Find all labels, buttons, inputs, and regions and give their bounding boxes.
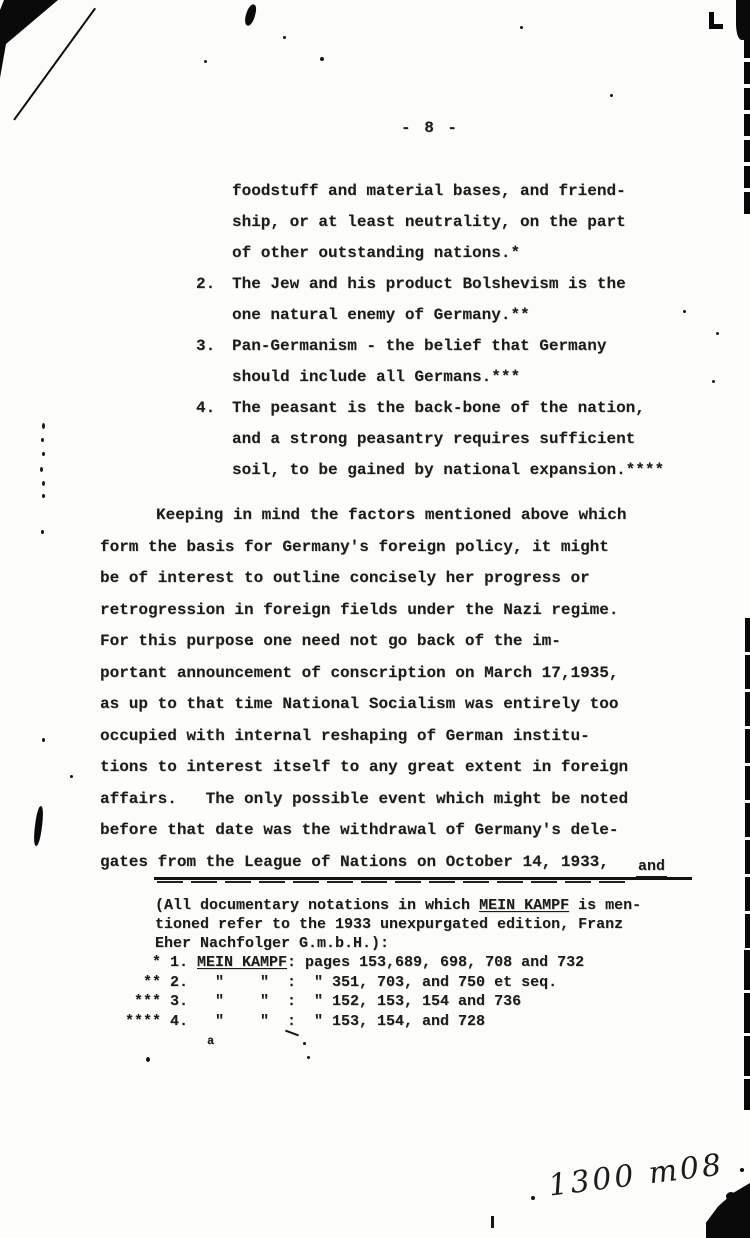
- text-line: before that date was the withdrawal of Germany's dele-: [100, 821, 619, 839]
- ditto-marks: " ": [197, 973, 288, 991]
- catchword: and: [636, 858, 667, 878]
- scan-speck: [42, 738, 45, 742]
- text-line: foodstuff and material bases, and friend-: [232, 182, 626, 200]
- footnote-separator-shadow: [157, 881, 627, 883]
- scan-speck: [716, 332, 719, 335]
- page-number: - 8 -: [401, 119, 460, 137]
- ditto-marks: " ": [197, 993, 288, 1010]
- text-line: ship, or at least neutrality, on the part: [232, 213, 626, 231]
- text-line: and a strong peasantry requires sufficient: [232, 430, 636, 448]
- footnote-intro: [155, 896, 685, 953]
- scan-speck: [204, 60, 207, 63]
- scan-speck: [42, 481, 45, 486]
- text-line: tions to interest itself to any great extent in foreign: [100, 758, 629, 776]
- text-line: [196, 393, 676, 424]
- text-line: [196, 331, 676, 362]
- footnote-marker: ***: [133, 993, 161, 1010]
- numbered-list: [196, 176, 676, 486]
- scan-speck: [712, 380, 715, 383]
- scan-bottom-right-blob: [706, 1183, 750, 1238]
- scan-ink-blob: [243, 3, 257, 27]
- book-title: MEIN KAMPF: [479, 897, 570, 914]
- scan-top-right-mark: [709, 24, 723, 29]
- list-item-number: 4.: [196, 399, 216, 417]
- list-item-number: 2.: [196, 275, 216, 293]
- footnote-marker: ****: [124, 1012, 161, 1030]
- text-line: one natural enemy of Germany.**: [232, 306, 530, 324]
- footnote-row: [105, 953, 584, 973]
- text-line: be of interest to outline concisely her progress or: [100, 569, 590, 587]
- scan-speck: [531, 1196, 535, 1200]
- scan-speck: [726, 1192, 736, 1201]
- scan-right-edge-strip: [744, 950, 750, 1110]
- book-title: MEIN KAMPF: [197, 954, 288, 971]
- text-line: portant announcement of conscription on March 17,1935,: [100, 663, 619, 682]
- stray-character: a: [207, 1034, 215, 1048]
- text-line: affairs. The only possible event which might be noted: [100, 789, 629, 808]
- footnote-number: 2.: [161, 973, 198, 991]
- body-paragraph: [100, 500, 685, 878]
- scan-speck: [42, 452, 45, 456]
- list-item-number: 3.: [196, 337, 216, 355]
- list-item-text: The Jew and his product Bolshevism is the: [232, 275, 626, 293]
- footnote-text: is men-: [569, 897, 642, 914]
- text-line: [196, 269, 676, 300]
- text-line: soil, to be gained by national expansion.****: [232, 461, 665, 479]
- scan-speck: [740, 1168, 744, 1172]
- scan-speck: [283, 36, 286, 39]
- scan-speck: [41, 438, 44, 442]
- text-line: should include all Germans.***: [232, 368, 521, 386]
- footnote-separator: [154, 877, 692, 880]
- scan-right-edge-strip: [744, 36, 750, 216]
- list-item-text: The peasant is the back-bone of the nation,: [232, 399, 645, 417]
- scan-speck: [610, 94, 613, 97]
- scan-speck: [320, 57, 324, 61]
- footnote-pages: : pages 153,689, 698, 708 and 732: [287, 954, 585, 971]
- footnote-row: [105, 973, 584, 993]
- scan-speck: [42, 423, 45, 429]
- ditto-marks: " ": [197, 1012, 288, 1030]
- scan-speck: [307, 1056, 310, 1059]
- scan-speck: [683, 310, 686, 313]
- scan-speck: [41, 530, 44, 534]
- footnote-row: [105, 992, 584, 1012]
- footnote-text: (All documentary notations in which: [155, 897, 480, 914]
- scan-speck: [42, 494, 45, 498]
- text-line: of other outstanding nations.*: [232, 244, 521, 262]
- scan-speck: [491, 1216, 494, 1228]
- text-line: form the basis for Germany's foreign policy, it might: [100, 537, 609, 556]
- footnote-pages: : " 153, 154, and 728: [287, 1012, 486, 1030]
- footnote-pages: : " 152, 153, 154 and 736: [287, 993, 522, 1010]
- footnote-marker: **: [142, 973, 161, 991]
- footnote-number: 4.: [161, 1012, 198, 1030]
- scan-speck: [520, 26, 523, 29]
- scan-speck: [146, 1057, 150, 1062]
- text-line: occupied with internal reshaping of German institu-: [100, 726, 590, 745]
- scan-speck: [70, 775, 73, 778]
- footnote-row: [105, 1012, 584, 1032]
- text-line: Keeping in mind the factors mentioned above which: [156, 506, 627, 524]
- footnote-number: 3.: [161, 993, 198, 1010]
- text-line: tioned refer to the 1933 unexpurgated edition, Franz: [155, 916, 624, 933]
- footnote-number: 1.: [161, 954, 198, 971]
- scan-right-edge-strip: [745, 618, 750, 948]
- handwritten-archive-number: 1300 m08: [546, 1147, 726, 1204]
- scan-left-smudge: [33, 806, 45, 847]
- footnote-marker: *: [151, 954, 161, 971]
- scan-right-edge-blob: [736, 0, 750, 40]
- text-line: as up to that time National Socialism was entirely too: [100, 695, 619, 713]
- text-line: retrogression in foreign fields under the Nazi regime.: [100, 600, 619, 619]
- text-line: [155, 896, 685, 915]
- text-line: gates from the League of Nations on October 14, 1933,: [100, 852, 609, 871]
- text-line: Eher Nachfolger G.m.b.H.):: [155, 935, 390, 952]
- scan-speck: [303, 1042, 306, 1045]
- text-line: For this purpose one need not go back of the im-: [100, 632, 561, 650]
- list-item-text: Pan-Germanism - the belief that Germany: [232, 337, 607, 355]
- footnote-pages: : " 351, 703, and 750 et seq.: [287, 973, 558, 991]
- footnote-list: [105, 953, 584, 1031]
- scan-speck: [40, 467, 43, 472]
